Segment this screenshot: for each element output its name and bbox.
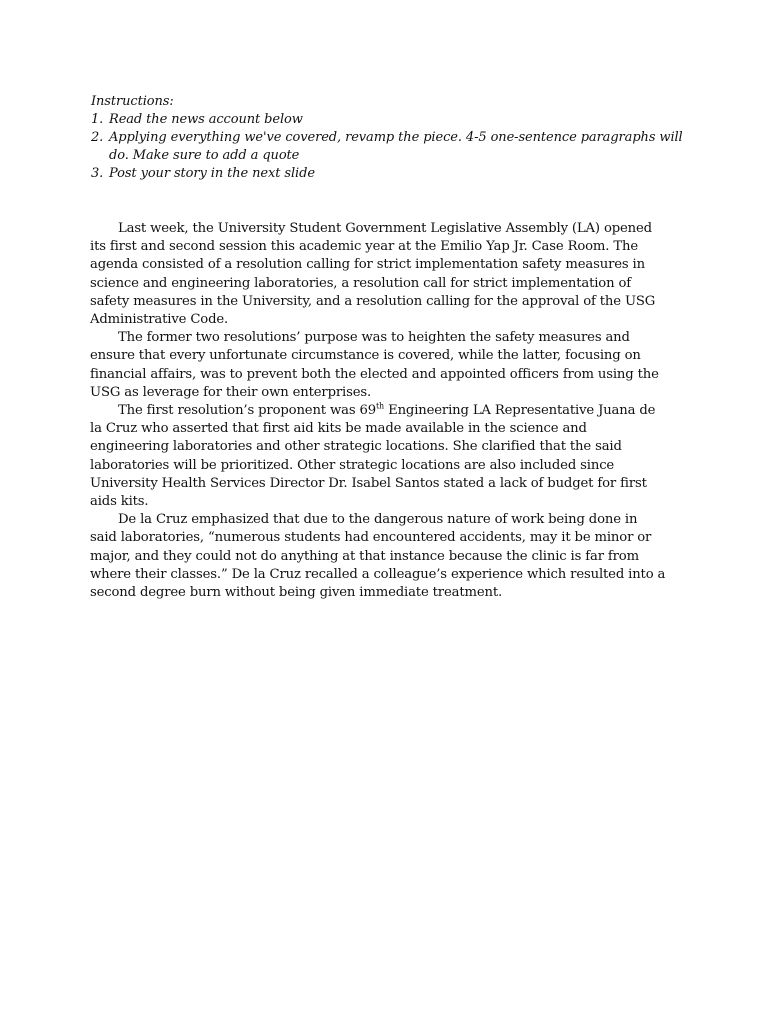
instruction-number: 2. [91,130,104,145]
instruction-text: Read the news account below [109,112,303,127]
ordinal-suffix: th [375,401,385,411]
instruction-item [91,165,691,183]
news-story [90,220,668,602]
instructions-heading: Instructions: [91,94,174,109]
story-paragraph: De la Cruz emphasized that due to the dangerous nature of work being done in said laboratories, “numerous students had encountered accidents, may it be minor or major, and they could not do anything at that instance because the clinic is far from where their classes.” De la Cruz recalled a colleague’s experience which resulted into a second degree burn without being given immediate treatment. [90,512,666,601]
instruction-number: 3. [91,166,104,181]
story-text: The first resolution’s proponent was 69 [118,403,376,419]
instruction-text: Applying everything we've covered, revamp the piece. 4-5 one-sentence paragraphs will do. Make sure to add a quote [109,130,683,163]
instruction-number: 1. [91,112,104,127]
story-paragraph: Last week, the University Student Government Legislative Assembly (LA) opened its first and second session this academic year at the Emilio Yap Jr. Case Room. The agenda consisted of a resolution calling for strict implementation safety measures in science and engineering laboratories, a resolution call for strict implementation of safety measures in the University, and a resolution calling for the approval of the USG Administrative Code. [90,221,656,328]
instruction-text: Post your story in the next slide [109,166,315,181]
instruction-item [91,129,691,165]
instructions-block [91,93,691,183]
story-paragraph: The former two resolutions’ purpose was to heighten the safety measures and ensure that every unfortunate circumstance is covered, while the latter, focusing on financial affairs, was to prevent both the elected and appointed officers from using the USG as leverage for their own enterprises. [90,330,659,400]
story-paragraph [90,402,668,511]
instruction-item [91,111,691,129]
story-text: Engineering LA Representative Juana de la Cruz who asserted that first aid kits be made available in the science and engineering laboratories and other strategic locations. She clarified that the said laboratories will be prioritized. Other strategic locations are also included since University Health Services Director Dr. Isabel Santos stated a lack of budget for first aids kits. [90,403,656,510]
